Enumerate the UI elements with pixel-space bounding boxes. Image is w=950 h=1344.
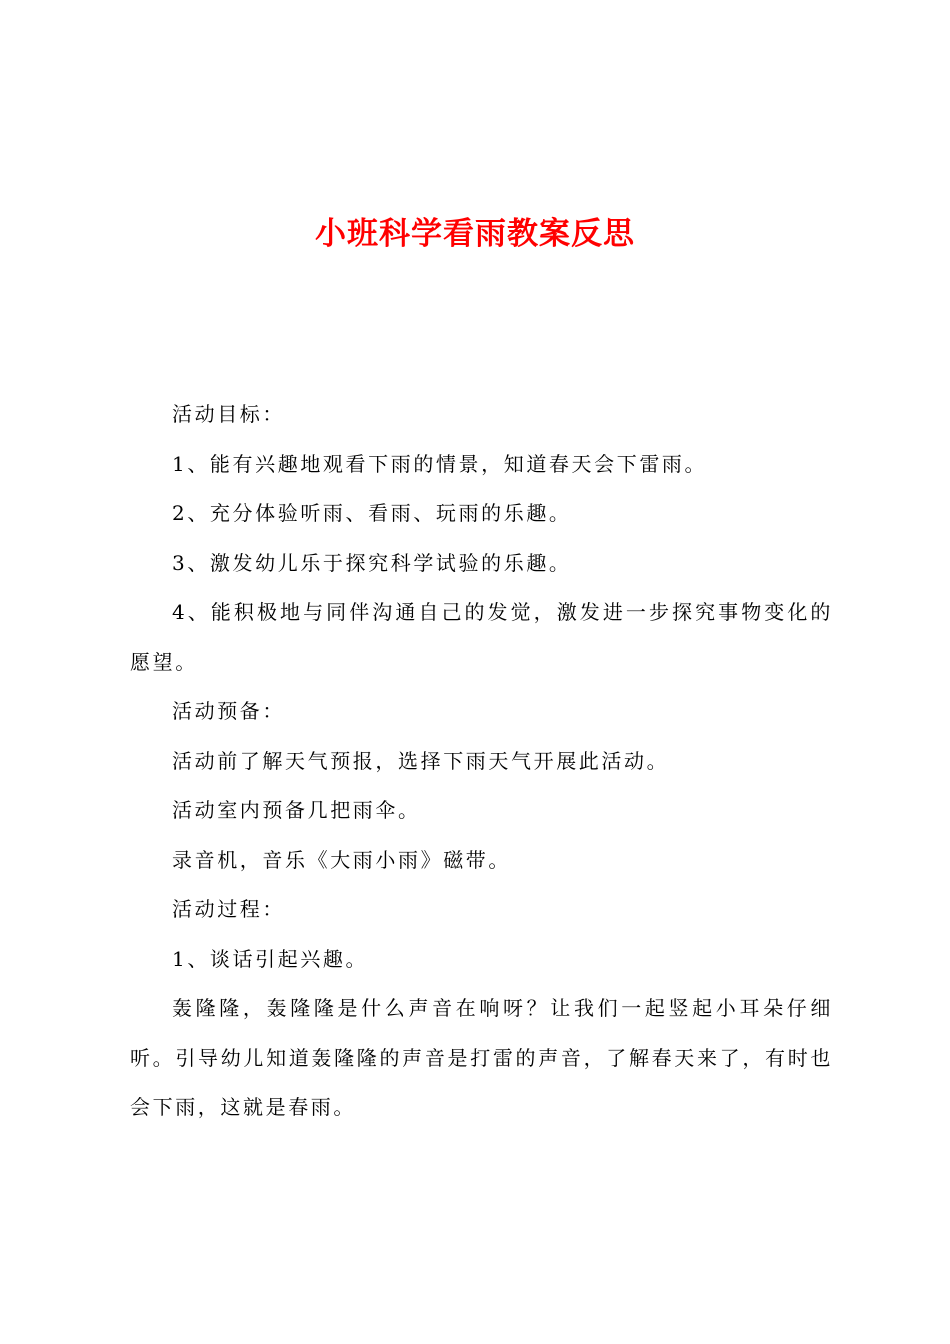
process-paragraph: 轰隆隆，轰隆隆是什么声音在响呀？让我们一起竖起小耳朵仔细听。引导幼儿知道轰隆隆的声音是打雷的声音，了解春天来了，有时也会下雨，这就是春雨。: [130, 996, 833, 1119]
document-body: [130, 390, 833, 1133]
preparation-item-3: 录音机，音乐《大雨小雨》磁带。: [172, 847, 511, 872]
goal-item-4: 4、能积极地与同伴沟通自己的发觉，激发进一步探究事物变化的愿望。: [130, 600, 833, 674]
section-heading-preparation: 活动预备：: [172, 699, 285, 723]
goal-item-2: 2、充分体验听雨、看雨、玩雨的乐趣。: [172, 501, 572, 525]
process-step-1: 1、谈话引起兴趣。: [172, 946, 369, 971]
document-title: 小班科学看雨教案反思: [315, 216, 635, 252]
goal-item-1: 1、能有兴趣地观看下雨的情景，知道春天会下雷雨。: [172, 451, 708, 476]
section-heading-goals: 活动目标：: [172, 402, 285, 426]
section-heading-process: 活动过程：: [172, 897, 285, 921]
preparation-item-2: 活动室内预备几把雨伞。: [172, 798, 421, 822]
goal-item-3: 3、激发幼儿乐于探究科学试验的乐趣。: [172, 550, 572, 575]
preparation-item-1: 活动前了解天气预报，选择下雨天气开展此活动。: [172, 748, 670, 773]
